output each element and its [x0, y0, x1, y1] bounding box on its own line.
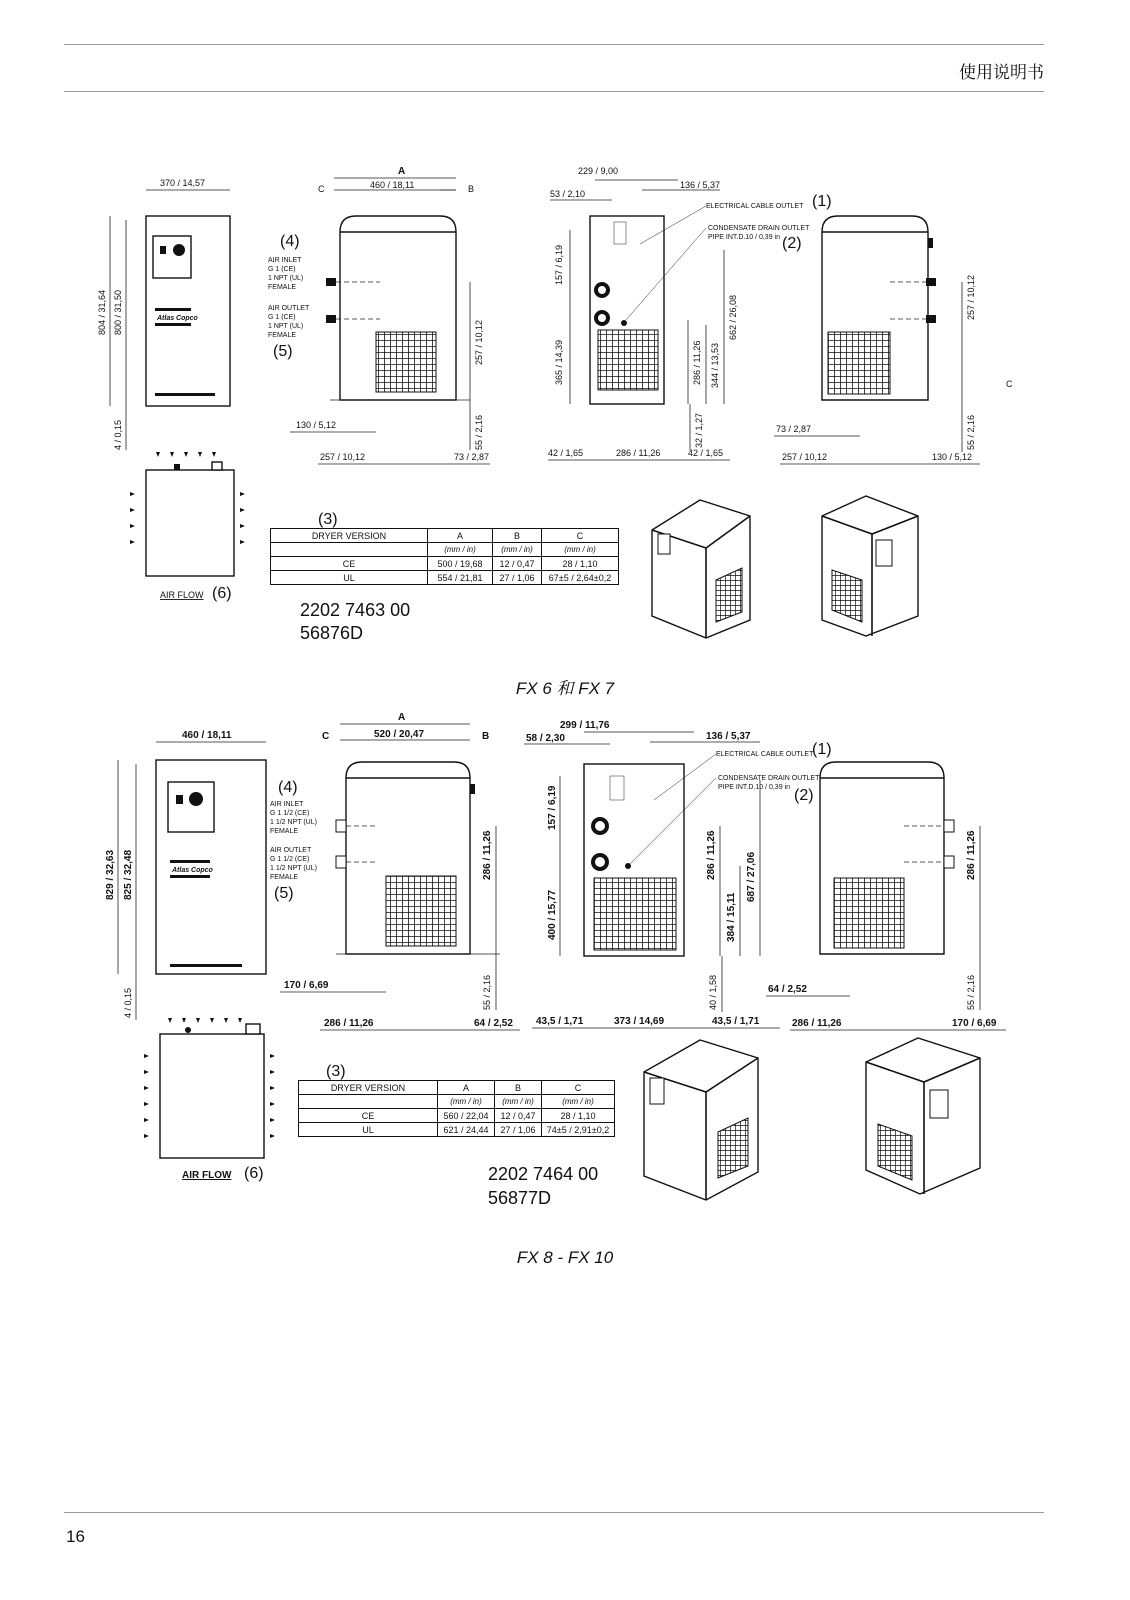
isometric-view-1	[644, 1040, 758, 1200]
table-header-c: C	[542, 1081, 615, 1095]
drawing-fx6-fx7	[0, 160, 1130, 700]
dim-460: 460 / 18,11	[182, 730, 232, 741]
footer-rule	[64, 1512, 1044, 1513]
dim-4: 4 / 0,15	[113, 419, 123, 450]
air-outlet-ul: 1 NPT (UL)	[268, 323, 304, 330]
air-inlet-label: AIR INLET	[270, 801, 304, 808]
table-header-version: DRYER VERSION	[271, 529, 428, 543]
rear-view	[548, 166, 832, 460]
svg-text:Atlas Copco: Atlas Copco	[157, 315, 198, 322]
label-3: (3)	[318, 511, 338, 528]
table-units	[271, 543, 428, 557]
table-header-version: DRYER VERSION	[299, 1081, 438, 1095]
dim-800: 800 / 31,50	[113, 289, 123, 335]
dim-400: 400 / 15,77	[547, 889, 558, 940]
dim-373: 373 / 14,69	[614, 1016, 665, 1027]
dim-label-B: B	[468, 184, 475, 194]
side-view	[270, 712, 520, 1030]
front-view	[105, 730, 266, 1020]
label-6: (6)	[244, 1165, 264, 1182]
dim-157: 157 / 6,19	[547, 785, 558, 830]
table-header-b: B	[495, 1081, 542, 1095]
label-2: (2)	[794, 787, 814, 804]
drawing-number: 56877D	[488, 1188, 552, 1208]
air-inlet-female: FEMALE	[270, 828, 299, 835]
figure-fx6-fx7	[0, 160, 1130, 700]
table-unit-b: (mm / in)	[495, 1095, 542, 1109]
dim-label-A: A	[398, 166, 406, 177]
page-number: 16	[66, 1527, 85, 1546]
air-outlet-ce: G 1 (CE)	[268, 314, 296, 321]
electrical-outlet-label: ELECTRICAL CABLE OUTLET	[716, 751, 814, 758]
dim-286h: 286 / 11,26	[616, 448, 661, 458]
dim-257h: 257 / 10,12	[320, 452, 366, 462]
dim-42a: 42 / 1,65	[548, 448, 584, 458]
dim-label-A: A	[398, 712, 406, 723]
dim-365: 365 / 14,39	[554, 339, 564, 385]
dim-73r: 73 / 2,87	[776, 424, 812, 434]
label-1: (1)	[812, 741, 832, 758]
dim-55r: 55 / 2,16	[966, 974, 976, 1010]
dim-286hr: 286 / 11,26	[792, 1018, 842, 1029]
isometric-view-2	[866, 1038, 980, 1194]
dim-286h: 286 / 11,26	[324, 1018, 374, 1029]
dim-43b: 43,5 / 1,71	[712, 1016, 760, 1027]
table-unit-b: (mm / in)	[493, 543, 542, 557]
dim-384: 384 / 15,11	[726, 892, 737, 942]
dim-130: 130 / 5,12	[296, 420, 337, 430]
drawing-fx8-fx10	[0, 712, 1130, 1300]
dim-label-B: B	[482, 731, 490, 742]
part-number: 2202 7464 00	[488, 1164, 599, 1184]
dim-286v: 286 / 11,26	[482, 830, 493, 880]
dim-520: 520 / 20,47	[374, 729, 425, 740]
air-outlet-label: AIR OUTLET	[268, 305, 310, 312]
dim-370: 370 / 14,57	[160, 178, 206, 188]
table-unit-c: (mm / in)	[542, 543, 619, 557]
air-outlet-ul: 1 1/2 NPT (UL)	[270, 865, 317, 872]
dim-136: 136 / 5,37	[706, 731, 751, 742]
air-inlet-ce: G 1 (CE)	[268, 266, 296, 273]
dim-130r: 130 / 5,12	[932, 452, 973, 462]
dim-257r: 257 / 10,12	[966, 274, 976, 320]
table-row: UL 554 / 21,81 27 / 1,06 67±5 / 2,64±0,2	[271, 571, 619, 585]
right-side-view	[774, 216, 1013, 464]
condensate-label-1: CONDENSATE DRAIN OUTLET	[718, 775, 820, 782]
dim-829: 829 / 32,63	[105, 849, 116, 900]
air-outlet-label: AIR OUTLET	[270, 847, 312, 854]
air-inlet-label: AIR INLET	[268, 257, 302, 264]
label-5: (5)	[274, 885, 294, 902]
dim-40: 40 / 1,58	[708, 974, 718, 1010]
dim-64r: 64 / 2,52	[768, 984, 807, 995]
dim-825: 825 / 32,48	[123, 849, 134, 900]
part-number: 2202 7463 00	[300, 600, 411, 620]
label-3: (3)	[326, 1063, 346, 1080]
air-outlet-female: FEMALE	[268, 332, 297, 339]
air-flow-label: AIR FLOW	[160, 590, 204, 600]
air-inlet-female: FEMALE	[268, 284, 297, 291]
dim-170r: 170 / 6,69	[952, 1018, 997, 1029]
dim-804: 804 / 31,64	[97, 289, 107, 335]
table-unit-c: (mm / in)	[542, 1095, 615, 1109]
dim-157: 157 / 6,19	[554, 244, 564, 285]
dim-55: 55 / 2,16	[474, 414, 484, 450]
svg-text:Atlas Copco: Atlas Copco	[172, 867, 213, 874]
dim-257hr: 257 / 10,12	[782, 452, 828, 462]
dim-299: 299 / 11,76	[560, 720, 610, 731]
dim-229: 229 / 9,00	[578, 166, 619, 176]
electrical-outlet-label: ELECTRICAL CABLE OUTLET	[706, 203, 804, 210]
air-outlet-female: FEMALE	[270, 874, 299, 881]
dim-4: 4 / 0,15	[123, 987, 133, 1018]
air-inlet-ul: 1 1/2 NPT (UL)	[270, 819, 317, 826]
dim-286r: 286 / 11,26	[966, 830, 977, 880]
front-view	[97, 178, 230, 450]
dim-label-C-right: C	[1006, 379, 1013, 389]
dim-136: 136 / 5,37	[680, 180, 721, 190]
air-flow-label: AIR FLOW	[182, 1170, 232, 1181]
side-view	[268, 166, 490, 464]
air-inlet-ul: 1 NPT (UL)	[268, 275, 304, 282]
dim-55: 55 / 2,16	[482, 974, 492, 1010]
dim-label-C: C	[318, 184, 325, 194]
table-header-c: C	[542, 529, 619, 543]
dim-257v: 257 / 10,12	[474, 319, 484, 365]
condensate-label-2: PIPE INT.D.10 / 0,39 in	[718, 784, 790, 791]
dim-64: 64 / 2,52	[474, 1018, 513, 1029]
table-header-b: B	[493, 529, 542, 543]
air-outlet-ce: G 1 1/2 (CE)	[270, 856, 310, 863]
table-unit-a: (mm / in)	[428, 543, 493, 557]
dim-687: 687 / 27,06	[746, 851, 757, 902]
rear-view	[524, 720, 832, 1028]
dim-662: 662 / 26,08	[728, 294, 738, 340]
table-unit-a: (mm / in)	[438, 1095, 495, 1109]
dim-58: 58 / 2,30	[526, 733, 565, 744]
dim-73: 73 / 2,87	[454, 452, 490, 462]
figure-caption: FX 6 和 FX 7	[515, 679, 615, 698]
dim-460: 460 / 18,11	[370, 180, 415, 190]
condensate-label-2: PIPE INT.D.10 / 0,39 in	[708, 234, 780, 241]
drawing-number: 56876D	[300, 623, 364, 643]
label-5: (5)	[273, 343, 293, 360]
table-units	[299, 1095, 438, 1109]
dim-286v: 286 / 11,26	[692, 340, 702, 385]
dim-286c: 286 / 11,26	[706, 830, 717, 880]
dim-43a: 43,5 / 1,71	[536, 1016, 584, 1027]
dim-42b: 42 / 1,65	[688, 448, 724, 458]
label-4: (4)	[280, 233, 300, 250]
dim-344: 344 / 13,53	[710, 342, 720, 388]
figure-caption: FX 8 - FX 10	[516, 1248, 614, 1267]
header-rule-top	[64, 44, 1044, 45]
table-row: UL 621 / 24,44 27 / 1,06 74±5 / 2,91±0,2	[299, 1123, 615, 1137]
label-6: (6)	[212, 585, 232, 602]
label-2: (2)	[782, 235, 802, 252]
air-inlet-ce: G 1 1/2 (CE)	[270, 810, 310, 817]
header-title: 使用说明书	[959, 63, 1044, 83]
dim-170: 170 / 6,69	[284, 980, 329, 991]
dim-label-C: C	[322, 731, 330, 742]
label-4: (4)	[278, 779, 298, 796]
dim-53: 53 / 2,10	[550, 189, 586, 199]
isometric-view-1	[652, 500, 750, 638]
table-header-a: A	[428, 529, 493, 543]
table-row: CE 500 / 19,68 12 / 0,47 28 / 1,10	[271, 557, 619, 571]
isometric-view-2	[822, 496, 918, 636]
label-1: (1)	[812, 193, 832, 210]
dim-55r: 55 / 2,16	[966, 414, 976, 450]
header-rule-bottom	[64, 91, 1044, 92]
table-row: CE 560 / 22,04 12 / 0,47 28 / 1,10	[299, 1109, 615, 1123]
dim-32: 32 / 1,27	[694, 412, 704, 448]
table-header-a: A	[438, 1081, 495, 1095]
figure-fx8-fx10	[0, 712, 1130, 1300]
dimension-table-fx6	[270, 528, 619, 585]
condensate-label-1: CONDENSATE DRAIN OUTLET	[708, 225, 810, 232]
dimension-table-fx8	[298, 1080, 615, 1137]
